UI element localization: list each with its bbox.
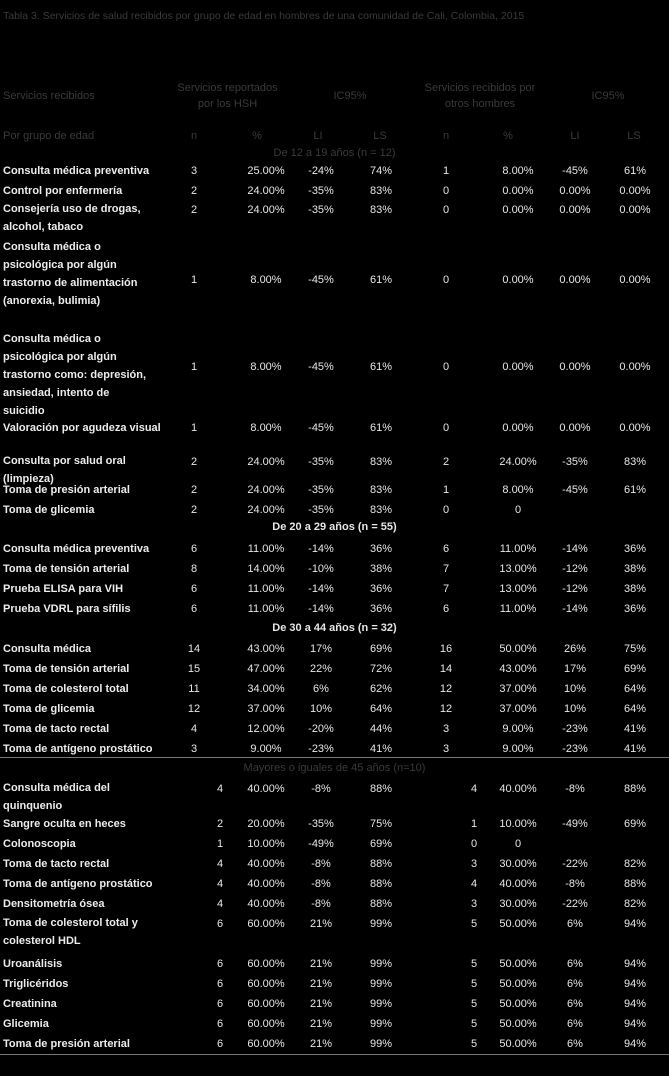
cell-ls2: 75% xyxy=(623,643,647,655)
table-row-label: Toma de colesterol total xyxy=(3,683,129,695)
section-title: De 12 a 19 años (n = 12) xyxy=(273,147,396,159)
section-title: De 30 a 44 años (n = 32) xyxy=(272,622,397,634)
cell-n2: 0 xyxy=(442,504,450,516)
cell-pct2: 9.00% xyxy=(502,743,534,755)
cell-n1: 2 xyxy=(190,504,198,516)
cell-pct1: 9.00% xyxy=(250,743,282,755)
cell-ls1: 99% xyxy=(369,998,393,1010)
cell-n1: 4 xyxy=(216,898,224,910)
table-row-label: Toma de tacto rectal xyxy=(3,858,110,870)
cell-pct2: 0.00% xyxy=(502,422,534,434)
cell-n1: 15 xyxy=(187,663,201,675)
cell-ls2: 36% xyxy=(623,543,647,555)
cell-ls2: 0.00% xyxy=(619,204,651,216)
cell-ls1: 83% xyxy=(369,484,393,496)
table-row-label: Valoración por agudeza visual xyxy=(3,422,161,434)
cell-ls2: 36% xyxy=(623,603,647,615)
subheader-ls-1: LS xyxy=(373,130,387,142)
cell-ls1: 74% xyxy=(369,165,393,177)
cell-pct2: 50.00% xyxy=(499,643,537,655)
cell-pct2: 50.00% xyxy=(499,1038,537,1050)
table-row-label: Consulta médica preventiva xyxy=(3,165,150,177)
cell-pct2: 0.00% xyxy=(502,274,534,286)
cell-li2: 6% xyxy=(567,1018,583,1030)
cell-n2: 0 xyxy=(442,274,450,286)
cell-n2: 4 xyxy=(470,878,478,890)
cell-pct1: 60.00% xyxy=(247,958,285,970)
subheader-li-2: LI xyxy=(570,130,580,142)
cell-li1: -24% xyxy=(308,165,334,177)
column-header-ci2: IC95% xyxy=(591,90,625,102)
cell-li2: -23% xyxy=(562,723,588,735)
cell-pct2: 8.00% xyxy=(502,165,534,177)
cell-ls2: 82% xyxy=(623,858,647,870)
cell-n1: 4 xyxy=(216,858,224,870)
cell-li2: -49% xyxy=(562,818,588,830)
cell-pct2: 0.00% xyxy=(502,204,534,216)
cell-ls1: 44% xyxy=(369,723,393,735)
cell-n2: 2 xyxy=(442,456,450,468)
cell-li2: -22% xyxy=(562,858,588,870)
cell-pct1: 8.00% xyxy=(250,361,282,373)
cell-ls1: 83% xyxy=(369,204,393,216)
cell-li1: -35% xyxy=(308,818,334,830)
cell-li2: 10% xyxy=(563,703,587,715)
cell-n1: 1 xyxy=(216,838,224,850)
cell-ls2: 94% xyxy=(623,958,647,970)
cell-li1: 21% xyxy=(309,978,333,990)
cell-ls1: 69% xyxy=(369,643,393,655)
cell-pct1: 60.00% xyxy=(247,978,285,990)
column-header-services: Servicios recibidos xyxy=(3,90,95,102)
cell-ls2: 94% xyxy=(623,998,647,1010)
cell-n1: 1 xyxy=(190,274,198,286)
cell-li2: -14% xyxy=(562,543,588,555)
cell-li1: -14% xyxy=(308,543,334,555)
table-row-label: Toma de glicemia xyxy=(3,504,95,516)
cell-li2: 0.00% xyxy=(559,422,591,434)
table-row-label: Toma de tacto rectal xyxy=(3,723,110,735)
subheader-li-1: LI xyxy=(313,130,323,142)
cell-ls2: 64% xyxy=(623,703,647,715)
cell-li1: -35% xyxy=(308,456,334,468)
cell-li1: 21% xyxy=(309,958,333,970)
cell-li2: -45% xyxy=(562,484,588,496)
table-row-label: Toma de glicemia xyxy=(3,703,95,715)
cell-li1: 21% xyxy=(309,1018,333,1030)
cell-ls2: 41% xyxy=(623,723,647,735)
cell-pct2: 10.00% xyxy=(499,818,537,830)
cell-li1: -45% xyxy=(308,422,334,434)
cell-n1: 3 xyxy=(190,165,198,177)
cell-li2: -35% xyxy=(562,456,588,468)
cell-li2: 0.00% xyxy=(559,185,591,197)
cell-n2: 3 xyxy=(470,858,478,870)
cell-ls2: 82% xyxy=(623,898,647,910)
cell-ls1: 36% xyxy=(369,583,393,595)
cell-n2: 3 xyxy=(470,898,478,910)
cell-pct2: 24.00% xyxy=(499,456,537,468)
table-row-label: Colonoscopia xyxy=(3,838,76,850)
cell-li1: 21% xyxy=(309,998,333,1010)
table-row-label: Consulta médica del quinquenio xyxy=(3,782,110,812)
table-row-label: Glicemia xyxy=(3,1018,49,1030)
cell-n2: 6 xyxy=(442,543,450,555)
cell-n1: 6 xyxy=(216,958,224,970)
cell-li1: 21% xyxy=(309,918,333,930)
cell-n2: 1 xyxy=(442,484,450,496)
table-row-label: Control por enfermería xyxy=(3,185,123,197)
row-header-age-group: Por grupo de edad xyxy=(3,130,95,142)
table-row-label: Consulta médica preventiva xyxy=(3,543,150,555)
cell-n2: 0 xyxy=(442,422,450,434)
table-bottom-rule xyxy=(0,1054,669,1055)
cell-n1: 6 xyxy=(216,918,224,930)
cell-pct2: 50.00% xyxy=(499,958,537,970)
table-row-label: Toma de presión arterial xyxy=(3,1038,130,1050)
cell-pct1: 25.00% xyxy=(247,165,285,177)
cell-n1: 6 xyxy=(216,978,224,990)
cell-n2: 0 xyxy=(442,185,450,197)
cell-n2: 0 xyxy=(442,361,450,373)
cell-pct1: 40.00% xyxy=(247,898,285,910)
section-title: Mayores o iguales de 45 años (n=10) xyxy=(243,762,426,774)
cell-ls1: 99% xyxy=(369,918,393,930)
cell-ls2: 64% xyxy=(623,683,647,695)
cell-li2: 6% xyxy=(567,998,583,1010)
cell-pct1: 14.00% xyxy=(247,563,285,575)
cell-pct1: 24.00% xyxy=(247,456,285,468)
table-row-label: Toma de colesterol total y colesterol HDL xyxy=(3,917,138,947)
cell-pct1: 11.00% xyxy=(247,603,285,615)
table-row-label: Prueba VDRL para sífilis xyxy=(3,603,131,615)
cell-n1: 14 xyxy=(187,643,201,655)
table-row-label: Sangre oculta en heces xyxy=(3,818,126,830)
cell-li1: -45% xyxy=(308,274,334,286)
cell-pct1: 60.00% xyxy=(247,918,285,930)
cell-n1: 11 xyxy=(188,683,200,695)
cell-pct1: 24.00% xyxy=(247,484,285,496)
cell-li1: 21% xyxy=(309,1038,333,1050)
cell-ls2: 88% xyxy=(623,783,647,795)
cell-ls2: 94% xyxy=(623,1038,647,1050)
cell-li1: -14% xyxy=(308,603,334,615)
cell-li2: 6% xyxy=(567,918,583,930)
cell-n1: 4 xyxy=(216,783,224,795)
cell-li2: -8% xyxy=(565,783,585,795)
cell-li1: -8% xyxy=(311,898,331,910)
cell-n2: 5 xyxy=(470,958,478,970)
cell-n1: 2 xyxy=(190,185,198,197)
cell-li1: 6% xyxy=(313,683,329,695)
cell-pct2: 37.00% xyxy=(499,683,537,695)
cell-ls1: 83% xyxy=(369,504,393,516)
cell-pct1: 40.00% xyxy=(247,783,285,795)
cell-n1: 2 xyxy=(216,818,224,830)
cell-n2: 5 xyxy=(470,918,478,930)
cell-pct2: 40.00% xyxy=(499,783,537,795)
cell-n2: 12 xyxy=(439,703,453,715)
cell-li2: -12% xyxy=(562,583,588,595)
cell-pct1: 60.00% xyxy=(247,1038,285,1050)
cell-ls1: 69% xyxy=(369,838,393,850)
table-row-label: Creatinina xyxy=(3,998,57,1010)
cell-pct1: 40.00% xyxy=(247,858,285,870)
cell-n1: 6 xyxy=(216,1038,224,1050)
cell-li1: 10% xyxy=(309,703,333,715)
cell-pct1: 10.00% xyxy=(247,838,285,850)
cell-n1: 6 xyxy=(216,1018,224,1030)
cell-n2: 0 xyxy=(470,838,478,850)
table-row-label: Consulta médica o psicológica por algún trastorno como: depresión, ansiedad, intento de suicidio xyxy=(3,333,147,417)
cell-n2: 5 xyxy=(470,998,478,1010)
cell-li1: -8% xyxy=(311,783,331,795)
cell-n2: 0 xyxy=(442,204,450,216)
cell-pct2: 8.00% xyxy=(502,484,534,496)
cell-pct1: 11.00% xyxy=(247,583,285,595)
cell-n1: 1 xyxy=(190,422,198,434)
table-row-label: Consulta médica xyxy=(3,643,92,655)
cell-pct2: 50.00% xyxy=(499,1018,537,1030)
cell-ls2: 94% xyxy=(623,918,647,930)
cell-pct1: 24.00% xyxy=(247,185,285,197)
cell-pct2: 0 xyxy=(514,504,522,516)
table-caption: Tabla 3. Servicios de salud recibidos por grupo de edad en hombres de una comunidad de Cali, Colombia, 2015 xyxy=(3,10,525,22)
cell-n2: 5 xyxy=(470,978,478,990)
cell-li2: 10% xyxy=(563,683,587,695)
subheader-ls-2: LS xyxy=(627,130,641,142)
cell-n1: 6 xyxy=(216,998,224,1010)
table-row-label: Uroanálisis xyxy=(3,958,63,970)
cell-ls1: 61% xyxy=(369,274,393,286)
cell-ls2: 88% xyxy=(623,878,647,890)
cell-pct1: 8.00% xyxy=(250,274,282,286)
cell-pct2: 37.00% xyxy=(499,703,537,715)
cell-ls1: 72% xyxy=(369,663,393,675)
table-row-label: Toma de tensión arterial xyxy=(3,663,130,675)
cell-li2: -23% xyxy=(562,743,588,755)
cell-li2: -45% xyxy=(562,165,588,177)
table-row-label: Toma de tensión arterial xyxy=(3,563,130,575)
section-title: De 20 a 29 años (n = 55) xyxy=(272,521,397,533)
cell-ls2: 69% xyxy=(623,663,647,675)
cell-n1: 4 xyxy=(190,723,198,735)
cell-n2: 3 xyxy=(442,743,450,755)
table-row-label: Densitometría ósea xyxy=(3,898,105,910)
table-row-label: Triglicéridos xyxy=(3,978,69,990)
cell-li2: 0.00% xyxy=(559,204,591,216)
cell-n2: 4 xyxy=(470,783,478,795)
cell-ls2: 69% xyxy=(623,818,647,830)
cell-li2: 0.00% xyxy=(559,361,591,373)
cell-pct1: 60.00% xyxy=(247,998,285,1010)
cell-pct1: 60.00% xyxy=(247,1018,285,1030)
cell-pct1: 43.00% xyxy=(247,643,285,655)
cell-ls1: 38% xyxy=(369,563,393,575)
cell-n2: 14 xyxy=(439,663,453,675)
cell-pct1: 20.00% xyxy=(247,818,285,830)
cell-li2: 6% xyxy=(567,958,583,970)
cell-li2: 26% xyxy=(563,643,587,655)
cell-n2: 7 xyxy=(442,583,450,595)
cell-ls1: 62% xyxy=(369,683,393,695)
cell-ls1: 88% xyxy=(369,898,393,910)
cell-n1: 3 xyxy=(190,743,198,755)
cell-pct2: 0.00% xyxy=(502,361,534,373)
column-header-group2: Servicios recibidos por otros hombres xyxy=(424,82,536,110)
cell-ls1: 36% xyxy=(369,543,393,555)
cell-pct2: 30.00% xyxy=(499,858,537,870)
cell-li2: 17% xyxy=(563,663,587,675)
cell-n1: 6 xyxy=(190,543,198,555)
cell-n2: 5 xyxy=(470,1038,478,1050)
table-row-label: Consulta médica o psicológica por algún trastorno de alimentación (anorexia, bulimia) xyxy=(3,241,138,307)
cell-n2: 3 xyxy=(442,723,450,735)
cell-pct1: 12.00% xyxy=(247,723,285,735)
cell-pct2: 9.00% xyxy=(502,723,534,735)
table-row-label: Consejería uso de drogas, alcohol, tabaco xyxy=(3,203,141,233)
cell-pct2: 43.00% xyxy=(499,663,537,675)
cell-ls2: 94% xyxy=(623,1018,647,1030)
cell-ls2: 0.00% xyxy=(619,422,651,434)
cell-li2: -14% xyxy=(562,603,588,615)
subheader-n-2: n xyxy=(442,130,450,142)
cell-li2: 6% xyxy=(567,978,583,990)
cell-n1: 1 xyxy=(190,361,198,373)
cell-li1: 17% xyxy=(309,643,333,655)
cell-li1: -35% xyxy=(308,484,334,496)
cell-pct2: 0.00% xyxy=(502,185,534,197)
cell-li1: -49% xyxy=(308,838,334,850)
cell-n1: 2 xyxy=(190,456,198,468)
cell-ls2: 38% xyxy=(623,563,647,575)
cell-ls1: 61% xyxy=(369,361,393,373)
cell-ls1: 41% xyxy=(369,743,393,755)
cell-ls2: 38% xyxy=(623,583,647,595)
cell-li1: -20% xyxy=(308,723,334,735)
cell-ls2: 0.00% xyxy=(619,361,651,373)
cell-n1: 2 xyxy=(190,204,198,216)
subheader-pct-2: % xyxy=(503,130,513,142)
cell-li1: -8% xyxy=(311,858,331,870)
cell-n2: 6 xyxy=(442,603,450,615)
cell-n2: 1 xyxy=(470,818,478,830)
cell-pct1: 40.00% xyxy=(247,878,285,890)
cell-ls1: 99% xyxy=(369,1038,393,1050)
table-row-label: Consulta por salud oral (limpieza) xyxy=(3,455,126,485)
cell-ls2: 41% xyxy=(623,743,647,755)
cell-ls1: 88% xyxy=(369,783,393,795)
cell-n1: 12 xyxy=(187,703,201,715)
table-row-label: Toma de antígeno prostático xyxy=(3,878,153,890)
cell-ls1: 36% xyxy=(369,603,393,615)
cell-ls1: 88% xyxy=(369,878,393,890)
column-header-ci1: IC95% xyxy=(333,90,367,102)
cell-pct1: 37.00% xyxy=(247,703,285,715)
cell-ls2: 61% xyxy=(623,165,647,177)
cell-n2: 7 xyxy=(442,563,450,575)
column-header-group1: Servicios reportados por los HSH xyxy=(177,82,278,110)
cell-ls2: 0.00% xyxy=(619,185,651,197)
cell-pct2: 0 xyxy=(514,838,522,850)
cell-ls1: 61% xyxy=(369,422,393,434)
cell-li1: -35% xyxy=(308,504,334,516)
cell-li2: 6% xyxy=(567,1038,583,1050)
cell-ls1: 99% xyxy=(369,978,393,990)
cell-li1: 22% xyxy=(309,663,333,675)
cell-ls1: 83% xyxy=(369,185,393,197)
cell-li1: -8% xyxy=(311,878,331,890)
table-row-label: Toma de antígeno prostático xyxy=(3,743,153,755)
cell-pct2: 50.00% xyxy=(499,918,537,930)
cell-ls1: 75% xyxy=(369,818,393,830)
cell-ls1: 99% xyxy=(369,1018,393,1030)
cell-pct1: 47.00% xyxy=(247,663,285,675)
cell-n2: 1 xyxy=(442,165,450,177)
cell-pct2: 40.00% xyxy=(499,878,537,890)
cell-ls2: 83% xyxy=(623,456,647,468)
cell-li1: -10% xyxy=(308,563,334,575)
subheader-pct-1: % xyxy=(252,130,262,142)
cell-pct1: 11.00% xyxy=(247,543,285,555)
cell-ls1: 64% xyxy=(369,703,393,715)
cell-ls1: 99% xyxy=(369,958,393,970)
cell-n1: 6 xyxy=(190,603,198,615)
cell-li1: -35% xyxy=(308,204,334,216)
cell-li1: -35% xyxy=(308,185,334,197)
cell-n2: 16 xyxy=(439,643,453,655)
table-row-label: Prueba ELISA para VIH xyxy=(3,583,124,595)
cell-li1: -23% xyxy=(308,743,334,755)
cell-pct2: 50.00% xyxy=(499,998,537,1010)
subheader-n-1: n xyxy=(190,130,198,142)
cell-li1: -14% xyxy=(308,583,334,595)
cell-li2: 0.00% xyxy=(559,274,591,286)
cell-pct1: 8.00% xyxy=(250,422,282,434)
table-row-label: Toma de presión arterial xyxy=(3,484,130,496)
cell-pct1: 24.00% xyxy=(247,204,285,216)
cell-pct2: 30.00% xyxy=(499,898,537,910)
cell-li2: -12% xyxy=(562,563,588,575)
cell-n1: 8 xyxy=(190,563,198,575)
cell-li2: -8% xyxy=(565,878,585,890)
cell-pct2: 50.00% xyxy=(499,978,537,990)
cell-ls1: 88% xyxy=(369,858,393,870)
cell-n2: 12 xyxy=(439,683,453,695)
cell-n1: 6 xyxy=(190,583,198,595)
section-divider xyxy=(0,757,669,758)
cell-li2: -22% xyxy=(562,898,588,910)
cell-pct2: 11.00% xyxy=(499,603,537,615)
cell-ls1: 83% xyxy=(369,456,393,468)
cell-pct1: 24.00% xyxy=(247,504,285,516)
cell-pct2: 11.00% xyxy=(499,543,537,555)
cell-ls2: 61% xyxy=(623,484,647,496)
cell-n2: 5 xyxy=(470,1018,478,1030)
cell-pct2: 13.00% xyxy=(499,563,537,575)
cell-n1: 2 xyxy=(190,484,198,496)
cell-n1: 4 xyxy=(216,878,224,890)
cell-pct1: 34.00% xyxy=(247,683,285,695)
cell-pct2: 13.00% xyxy=(499,583,537,595)
cell-ls2: 0.00% xyxy=(619,274,651,286)
cell-li1: -45% xyxy=(308,361,334,373)
cell-ls2: 94% xyxy=(623,978,647,990)
